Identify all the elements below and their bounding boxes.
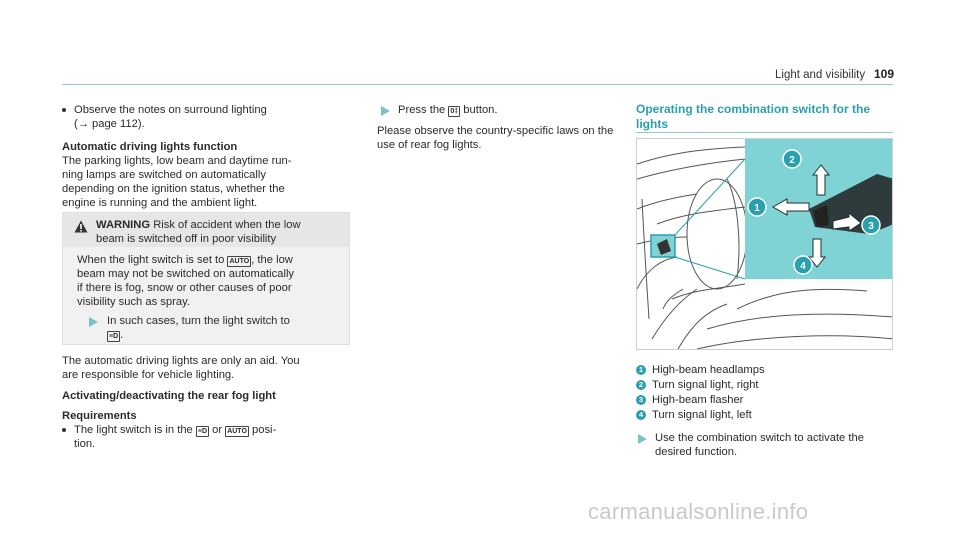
callout-line-top — [675, 159, 745, 235]
combination-switch-illustration — [637, 139, 893, 350]
section-title — [636, 102, 870, 131]
press-fog-step — [398, 103, 498, 117]
warning-header — [63, 213, 349, 247]
figure-marker-3: 3 — [868, 221, 874, 232]
requirement-post: posi- — [252, 424, 277, 436]
legend-text: Turn signal light, left — [652, 409, 752, 421]
requirement-line-2: tion. — [74, 438, 96, 450]
warning-box — [62, 212, 350, 345]
auto-symbol-icon: AUTO — [229, 258, 250, 265]
auto-lights-line-3: depending on the ignition status, whether the — [62, 183, 285, 195]
callout-line-bottom — [675, 257, 745, 279]
warning-title-1: Risk of accident when the low — [153, 219, 301, 231]
step-arrow-icon — [638, 434, 647, 444]
figure-marker-4: 4 — [800, 261, 806, 272]
warning-body-line-4: visibility such as spray. — [77, 296, 190, 308]
aid-line-1: The automatic driving lights are only an aid. You — [62, 355, 300, 367]
warning-body-line-3: if there is fog, snow or other causes of poor — [77, 282, 292, 294]
page-number: 109 — [874, 67, 895, 81]
observe-line-1: Please observe the country-specific laws on the — [377, 125, 614, 137]
press-post: button. — [463, 104, 498, 116]
step-arrow-icon — [89, 317, 98, 327]
auto-lights-heading: Automatic driving lights function — [62, 141, 238, 153]
legend-number: 3 — [636, 395, 646, 405]
warning-title-2: beam is switched off in poor visibility — [96, 233, 277, 246]
observe-line-2: use of rear fog lights. — [377, 139, 482, 151]
warning-step-line-1: In such cases, turn the light switch to — [107, 315, 290, 327]
warning-body-post: , the low — [251, 254, 293, 266]
requirement-line-1 — [74, 423, 276, 437]
requirement-bullet — [62, 423, 350, 453]
legend-text: High-beam headlamps — [652, 364, 765, 376]
section-title-line-1: Operating the combination switch for the — [636, 102, 871, 116]
combination-step-line-2: desired function. — [655, 446, 738, 458]
warning-step-line-2: ≡D . — [109, 329, 124, 341]
low-beam-symbol-icon: ≡D — [109, 333, 119, 340]
bullet-surround-lighting — [62, 103, 350, 133]
figure-marker-1: 1 — [754, 203, 760, 214]
legend-number: 2 — [636, 380, 646, 390]
auto-lights-line-2: ning lamps are switched on automatically — [62, 169, 266, 181]
warning-label: WARNING — [96, 219, 151, 231]
aid-line-2: are responsible for vehicle lighting. — [62, 369, 235, 381]
watermark: carmanualsonline.info — [588, 499, 809, 524]
warning-body-line-1 — [77, 253, 293, 267]
section-rule — [636, 132, 893, 133]
auto-lights-line-4: engine is running and the ambient light. — [62, 197, 258, 209]
header-rule — [62, 84, 893, 85]
legend-text: High-beam flasher — [652, 394, 744, 406]
requirement-or: or — [212, 424, 223, 436]
press-pre: Press the — [398, 104, 446, 116]
combination-switch-figure — [636, 138, 893, 350]
rear-fog-button-icon: 0‡ — [450, 108, 459, 115]
legend-text: Turn signal light, right — [652, 379, 759, 391]
auto-symbol-icon: AUTO — [227, 428, 247, 435]
warning-title — [96, 218, 341, 246]
auto-lights-line-1: The parking lights, low beam and daytime run- — [62, 155, 292, 167]
page-reference-link[interactable]: (→ page 112). — [74, 118, 145, 130]
figure-marker-2: 2 — [789, 155, 795, 166]
combination-step-line-1: Use the combination switch to activate the — [655, 432, 864, 444]
bullet-dot — [62, 108, 66, 112]
section-title-line-2: lights — [636, 116, 668, 131]
low-beam-symbol-icon: ≡D — [197, 428, 208, 435]
requirement-pre: The light switch is in the — [74, 424, 193, 436]
running-header-title: Light and visibility — [775, 69, 866, 81]
bullet-text: Observe the notes on surround lighting — [74, 104, 267, 116]
legend-number: 1 — [636, 365, 646, 375]
rear-fog-heading: Activating/deactivating the rear fog light — [62, 390, 276, 402]
bullet-dot — [62, 428, 66, 432]
legend-number: 4 — [636, 410, 646, 420]
step-arrow-icon — [381, 106, 390, 116]
warning-body-line-2: beam may not be switched on automatically — [77, 268, 295, 280]
warning-triangle-icon — [74, 220, 88, 233]
requirements-heading: Requirements — [62, 410, 137, 422]
warning-body-pre: When the light switch is set to — [77, 254, 225, 266]
